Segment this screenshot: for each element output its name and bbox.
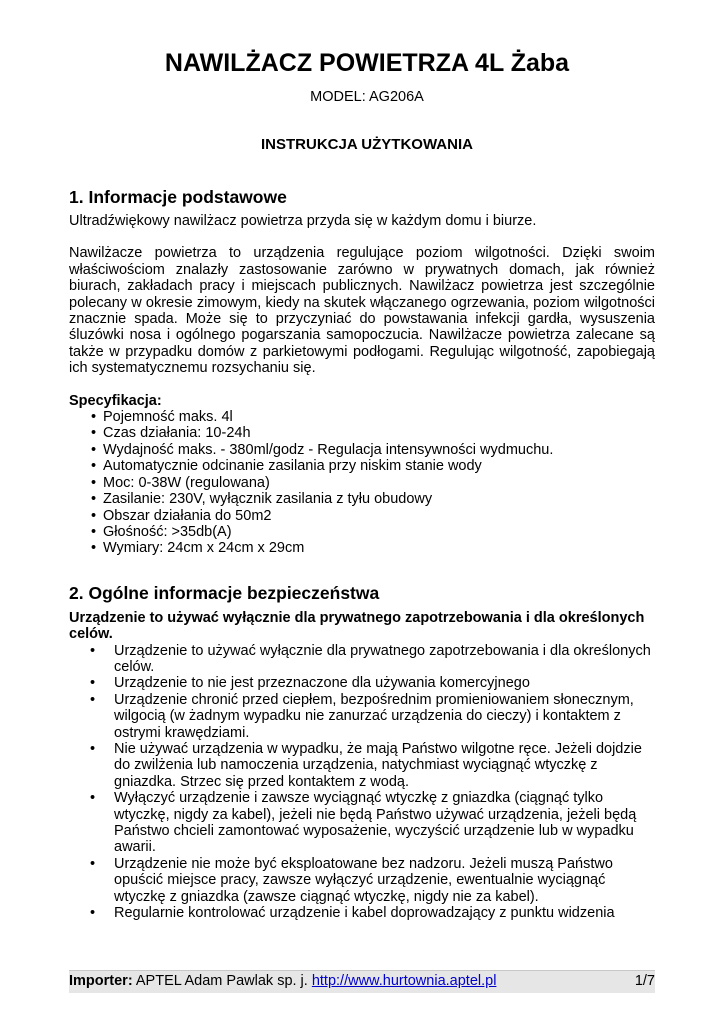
document-page — [69, 48, 655, 921]
safety-list — [69, 643, 655, 922]
safety-item: • Urządzenie to używać wyłącznie dla prywatnego zapotrzebowania i dla określonych celów. — [69, 643, 655, 676]
importer-name: APTEL Adam Pawlak sp. j. — [132, 973, 312, 989]
spec-item: • Moc: 0-38W (regulowana) — [69, 475, 655, 491]
spec-item: • Czas działania: 10-24h — [69, 425, 655, 441]
spec-item: • Pojemność maks. 4l — [69, 409, 655, 425]
spec-title: Specyfikacja: — [69, 392, 162, 409]
section-2-lead: Urządzenie to używać wyłącznie dla prywatnego zapotrzebowania i dla określonych celów. — [69, 609, 645, 643]
importer-label: Importer: — [69, 973, 133, 989]
page-title: NAWILŻACZ POWIETRZA 4L Żaba — [164, 49, 570, 77]
safety-item: • Urządzenie nie może być eksploatowane bez nadzoru. Jeżeli muszą Państwo opuścić miejsce pracy, zawsze wyłączyć urządzenie, ewentualnie wyciągnąć wtyczkę z gniazdka (zawsze ciągnąć wtyczkę, nigdy nie za kabel). — [69, 856, 655, 905]
section-1-paragraph: Nawilżacze powietrza to urządzenia regulujące poziom wilgotności. Dzięki swoim właściwościom znalazły zastosowanie zarówno w prywatnych domach, jak również biurach, zakładach pracy i miejscach publicznych. Nawilżacz powietrza jest szczególnie polecany w okresie zimowym, kiedy na skutek włączanego ogrzewania, poziom wilgotności znacznie spada. Może się to przyczyniać do powstawania infekcji gardła, wysuszenia śluzówki nosa i ogólnego pogarszania samopoczucia. Nawilżacze powietrza zalecane są także w przypadku domów z parkietowymi podłogami. Regulując wilgotność, zapobiegają ich systematycznemu rozsychaniu się. — [69, 245, 655, 377]
page-footer — [69, 970, 655, 993]
spec-item: • Głośność: >35db(A) — [69, 524, 655, 540]
safety-item: • Wyłączyć urządzenie i zawsze wyciągnąć wtyczkę z gniazdka (ciągnąć tylko wtyczkę, nigdy za kabel), jeżeli nie będą Państwo używać urządzenia, jeżeli będą Państwo chcieli zamontować wyposażenie, wyczyścić urządzenie lub w wypadku awarii. — [69, 790, 655, 856]
safety-item: • Urządzenie to nie jest przeznaczone dla używania komercyjnego — [69, 675, 655, 691]
section-1-intro: Ultradźwiękowy nawilżacz powietrza przyda się w każdym domu i biurze. — [69, 213, 537, 229]
safety-item: • Urządzenie chronić przed ciepłem, bezpośrednim promieniowaniem słonecznym, wilgocią (w żadnym wypadku nie zanurzać urządzenia do cieczy) i kontaktem z ostrymi krawędziami. — [69, 692, 655, 741]
importer-website-link[interactable]: http://www.hurtownia.aptel.pl — [311, 973, 497, 989]
section-2-heading: 2. Ogólne informacje bezpieczeństwa — [69, 582, 380, 603]
spec-item: • Wymiary: 24cm x 24cm x 29cm — [69, 540, 655, 556]
model-number: MODEL: AG206A — [310, 89, 424, 105]
page-number: 1/7 — [634, 973, 655, 989]
spec-item: • Automatycznie odcinanie zasilania przy niskim stanie wody — [69, 458, 655, 474]
document-subtitle: INSTRUKCJA UŻYTKOWANIA — [261, 136, 473, 153]
spec-item: • Zasilanie: 230V, wyłącznik zasilania z tyłu obudowy — [69, 491, 655, 507]
safety-item: • Regularnie kontrolować urządzenie i kabel doprowadzający z punktu widzenia — [69, 905, 655, 921]
spec-item: • Wydajność maks. - 380ml/godz - Regulacja intensywności wydmuchu. — [69, 442, 655, 458]
section-1-heading: 1. Informacje podstawowe — [69, 187, 287, 207]
safety-item: • Nie używać urządzenia w wypadku, że mają Państwo wilgotne ręce. Jeżeli dojdzie do zwilżenia lub namoczenia urządzenia, natychmiast wyciągnąć wtyczkę z gniazdka. Strzec się przed kontaktem z wodą. — [69, 741, 655, 790]
spec-list — [69, 409, 655, 557]
spec-item: • Obszar działania do 50m2 — [69, 508, 655, 524]
